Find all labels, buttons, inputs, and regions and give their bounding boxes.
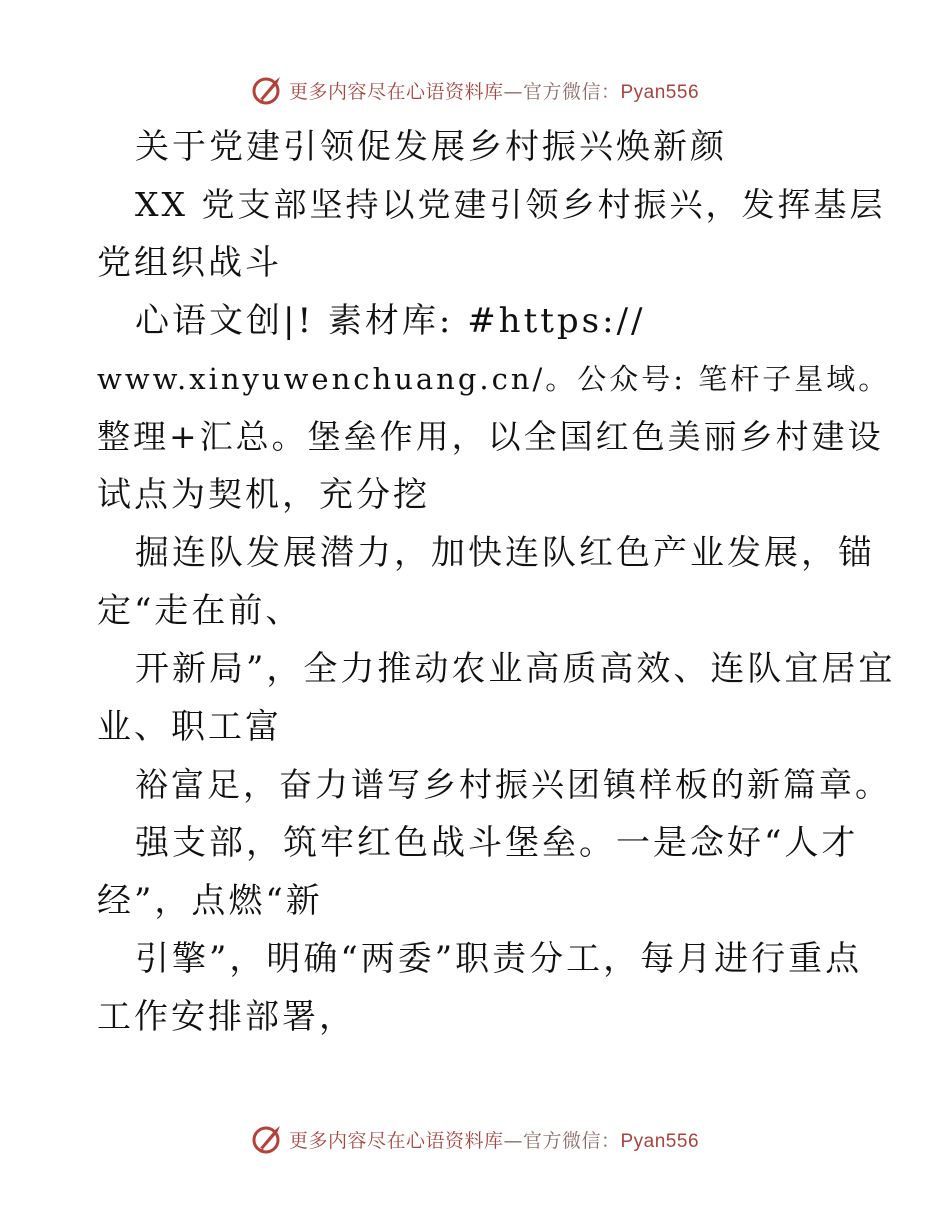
text-line: 业、职工富: [97, 707, 282, 747]
text-line: XX 党支部坚持以党建引领乡村振兴，发挥基层: [135, 185, 886, 224]
watermark-site-name: 更多内容尽在心语资料库: [288, 1129, 504, 1152]
text-line: 定“走在前、: [97, 591, 303, 631]
header-watermark: [0, 70, 950, 110]
text-line: 开新局”，全力推动农业高质高效、连队宜居宜: [135, 649, 896, 689]
document-body: [97, 118, 896, 1046]
text-line: 经”，点燃“新: [97, 881, 323, 921]
watermark-site-name: 更多内容尽在心语资料库: [288, 80, 504, 103]
text-line: 试点为契机，充分挖: [97, 475, 430, 515]
watermark-wechat-label: 官方微信：: [522, 1129, 621, 1152]
text-line: 关于党建引领促发展乡村振兴焕新颜: [135, 127, 727, 167]
watermark-text: [289, 77, 699, 104]
text-line: www.xinyuwenchuang.cn/。公众号: 笔杆子星域。: [97, 362, 891, 396]
footer-watermark: [0, 1119, 950, 1159]
text-line: 强支部，筑牢红色战斗堡垒。一是念好“人才: [135, 823, 859, 863]
text-line: 掘连队发展潜力，加快连队红色产业发展，锚: [135, 533, 875, 573]
watermark-wechat-label: 官方微信：: [522, 80, 621, 103]
text-line: 党组织战斗: [97, 243, 282, 283]
text-line: 整理+汇总。堡垒作用，以全国红色美丽乡村建设: [97, 417, 884, 456]
watermark-dash: —: [503, 1129, 523, 1152]
text-line: 工作安排部署，: [97, 997, 356, 1037]
watermark-text: [289, 1126, 699, 1153]
quill-logo-icon: [251, 73, 285, 107]
text-line: 裕富足，奋力谱写乡村振兴团镇样板的新篇章。: [135, 765, 891, 804]
watermark-wechat-account: Pyan556: [620, 1130, 700, 1152]
watermark-dash: —: [503, 80, 523, 103]
text-line: 心语文创|! 素材库: #https://: [135, 301, 646, 341]
watermark-wechat-account: Pyan556: [620, 81, 700, 103]
quill-logo-icon: [251, 1122, 285, 1156]
text-line: 引擎”，明确“两委”职责分工，每月进行重点: [135, 939, 863, 979]
